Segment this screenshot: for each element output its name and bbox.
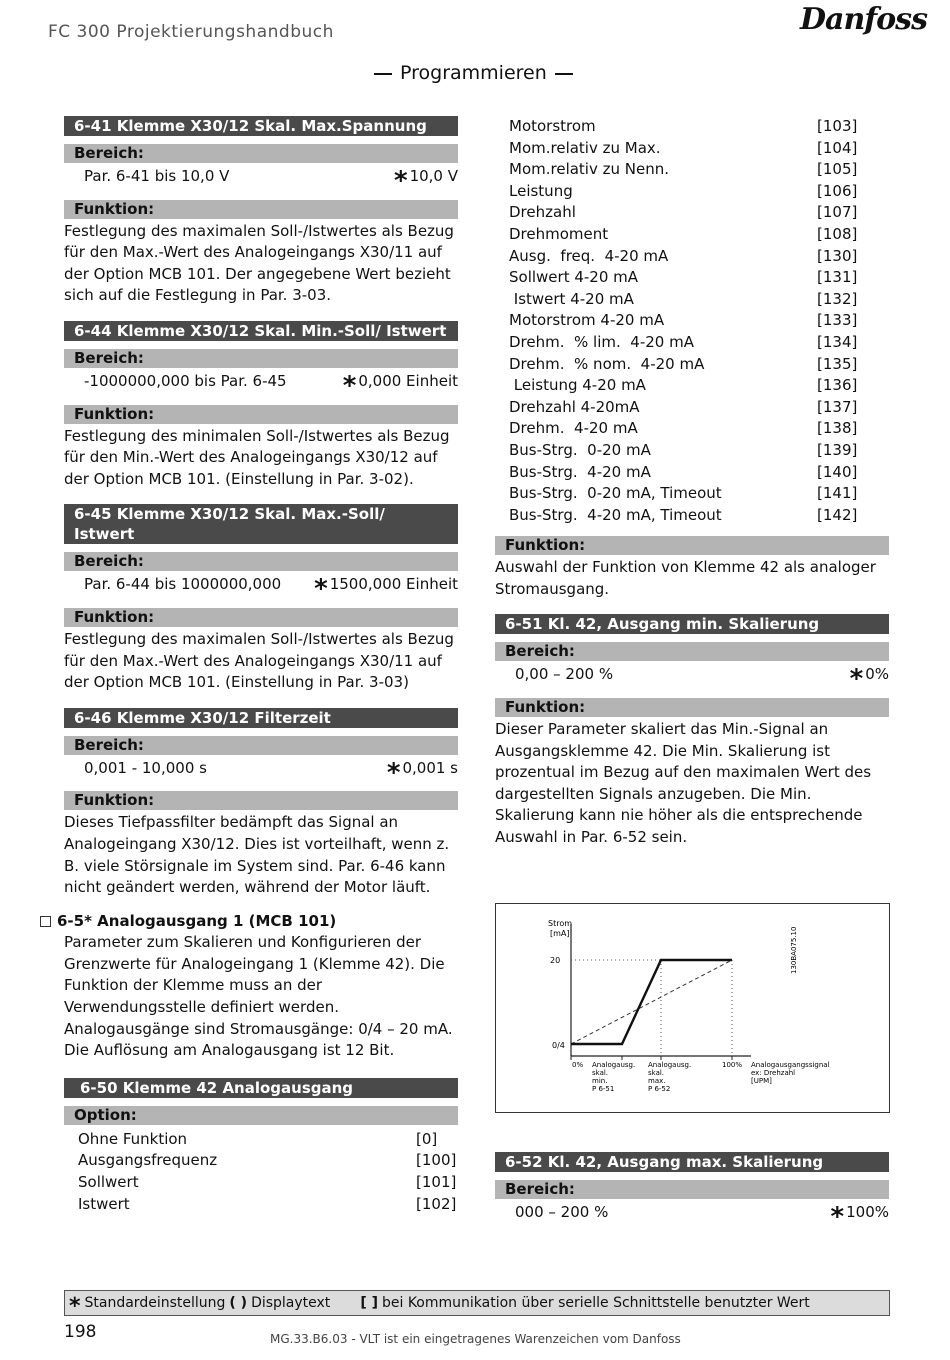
default-text: 100% <box>846 1203 889 1221</box>
default-star-icon: * <box>386 757 401 788</box>
option-code: [108] <box>817 224 858 243</box>
param-6-52-title: 6-52 Kl. 42, Ausgang max. Skalierung <box>495 1152 889 1172</box>
option-code: [104] <box>817 138 858 157</box>
option-label: Drehzahl 4-20mA <box>509 397 640 416</box>
option-label: Bus-Strg. 4-20 mA, Timeout <box>509 505 722 524</box>
group-description: Parameter zum Skalieren und Konfigurieren der Grenzwerte für Analogeingang 1 (Klemme 42). Die Funktion der Klemme muss an der Verwendungsstelle definiert werden. Analogausgänge sind Stromausgänge: 0/4 – 20 mA. Die Auflösung am Analogausgang ist 12 Bit. <box>64 933 453 1060</box>
default-value <box>849 663 889 695</box>
x-max-label-2: skal. <box>648 1069 665 1077</box>
function-label: Funktion: <box>495 698 889 717</box>
option-code: [137] <box>817 397 858 416</box>
option-code: [135] <box>817 354 858 373</box>
footer-text: MG.33.B6.03 - VLT ist ein eingetragenes Warenzeichen vom Danfoss <box>270 1332 681 1346</box>
default-value <box>314 573 458 605</box>
x-min-label-1: Analogausg. <box>592 1061 636 1069</box>
param-6-44-title: 6-44 Klemme X30/12 Skal. Min.-Soll/ Istwert <box>64 321 458 341</box>
option-label: Bus-Strg. 0-20 mA <box>509 440 651 459</box>
option-row <box>495 202 889 224</box>
option-row <box>495 440 889 462</box>
group-title: 6-5* Analogausgang 1 (MCB 101) <box>57 911 337 930</box>
default-star-icon: * <box>830 1202 845 1232</box>
legend-star-icon: * <box>69 1294 81 1319</box>
option-row <box>495 332 889 354</box>
default-text: 10,0 V <box>409 167 458 185</box>
default-star-icon: * <box>342 370 357 401</box>
option-row <box>495 224 889 246</box>
checkbox-square-icon <box>40 916 51 927</box>
option-row <box>495 310 889 332</box>
x-max-label-4: P 6-52 <box>648 1085 671 1093</box>
default-star-icon: * <box>849 664 864 695</box>
option-code: [141] <box>817 484 858 503</box>
default-value <box>393 165 458 196</box>
option-row <box>495 289 889 311</box>
param-6-51-title: 6-51 Kl. 42, Ausgang min. Skalierung <box>495 614 889 634</box>
option-code: [139] <box>817 440 858 459</box>
danfoss-logo: Danfoss <box>800 2 927 37</box>
default-star-icon: * <box>393 166 408 196</box>
y-high-label: 20 <box>550 956 561 965</box>
range-label: Bereich: <box>495 642 889 661</box>
legend-star-text: Standardeinstellung <box>84 1295 226 1311</box>
range-value: 0,001 - 10,000 s <box>84 758 207 777</box>
function-text: Festlegung des maximalen Soll-/Istwertes als Bezug für den Max.-Wert des Analogeingangs X30/11 auf der Option MCB 101. Der angegebene Wert bezieht sich auf die Festlegung in Par. 3-03. <box>64 221 454 305</box>
range-label: Bereich: <box>64 552 458 571</box>
function-label: Funktion: <box>64 200 458 219</box>
scaling-diagram-svg <box>496 904 889 1112</box>
option-label: Sollwert <box>78 1173 139 1192</box>
default-text: 1500,000 Einheit <box>329 575 458 594</box>
option-row <box>78 1129 458 1151</box>
param-6-41-title: 6-41 Klemme X30/12 Skal. Max.Spannung <box>64 116 458 136</box>
range-row <box>495 1201 889 1232</box>
option-label: Ausg. freq. 4-20 mA <box>509 246 669 265</box>
param-6-50-title: 6-50 Klemme 42 Analogausgang <box>64 1078 458 1098</box>
option-row <box>495 159 889 181</box>
option-label: Leistung <box>509 181 573 200</box>
option-code: [138] <box>817 419 858 438</box>
option-code: [134] <box>817 332 858 351</box>
option-label: Drehm. % nom. 4-20 mA <box>509 354 705 373</box>
x-100-label: 100% <box>722 1061 743 1069</box>
default-value <box>386 757 458 788</box>
function-text: Auswahl der Funktion von Klemme 42 als analoger Stromausgang. <box>495 558 876 598</box>
option-code: [0] <box>416 1129 438 1148</box>
option-row <box>78 1194 458 1216</box>
option-label: Bus-Strg. 0-20 mA, Timeout <box>509 484 722 503</box>
option-code: [107] <box>817 203 858 222</box>
option-code: [136] <box>817 376 858 395</box>
scaling-diagram <box>495 903 890 1113</box>
option-row <box>495 397 889 419</box>
range-label: Bereich: <box>64 349 458 368</box>
default-text: 0,000 Einheit <box>358 371 458 390</box>
section-title-text: Programmieren <box>400 62 547 84</box>
function-text: Festlegung des maximalen Soll-/Istwertes als Bezug für den Max.-Wert des Analogeingangs X30/11 auf der Option MCB 101. (Einstellung in Par. 3-03) <box>64 629 454 692</box>
range-row <box>64 573 458 605</box>
option-label: Istwert 4-20 mA <box>509 289 634 308</box>
option-row <box>495 116 889 138</box>
option-row <box>495 246 889 268</box>
range-row <box>64 370 458 401</box>
section-title <box>366 62 581 84</box>
default-text: 0% <box>865 665 889 684</box>
dash-left <box>374 73 392 75</box>
document-title: FC 300 Projektierungshandbuch <box>48 22 334 42</box>
option-row <box>495 181 889 203</box>
range-row <box>64 757 458 788</box>
legend-paren-symbol: ( ) <box>229 1295 248 1311</box>
y-label-2: [mA] <box>550 929 570 938</box>
param-6-45-title: 6-45 Klemme X30/12 Skal. Max.-Soll/ Istwert <box>64 504 458 544</box>
option-row <box>495 505 889 527</box>
option-code: [100] <box>416 1151 457 1170</box>
range-value: Par. 6-41 bis 10,0 V <box>84 167 230 185</box>
range-label: Bereich: <box>64 736 458 755</box>
linear-reference-line <box>571 960 732 1044</box>
option-code: [131] <box>817 268 858 287</box>
option-label: Drehm. 4-20 mA <box>509 419 638 438</box>
y-low-label: 0/4 <box>552 1041 565 1050</box>
dash-right <box>555 73 573 75</box>
option-row <box>495 354 889 376</box>
option-label: Sollwert 4-20 mA <box>509 268 639 287</box>
option-code: [140] <box>817 462 858 481</box>
option-code: [130] <box>817 246 858 265</box>
x-min-label-2: skal. <box>592 1069 609 1077</box>
function-text: Dieser Parameter skaliert das Min.-Signal an Ausgangsklemme 42. Die Min. Skalierung ist prozentual im Bezug auf den maximalen Wert des dargestellten Signals anzugeben. Die Min. Skalierung kann nie höher als die entsprechende Auswahl in Par. 6-52 sein. <box>495 720 872 847</box>
legend-bracket-text: bei Kommunikation über serielle Schnittstelle benutzter Wert <box>381 1295 810 1311</box>
right-column <box>495 116 889 849</box>
legend-paren-text: Displaytext <box>251 1295 331 1311</box>
range-value: -1000000,000 bis Par. 6-45 <box>84 371 287 390</box>
option-label: Drehm. % lim. 4-20 mA <box>509 332 694 351</box>
function-label: Funktion: <box>495 536 889 555</box>
default-text: 0,001 s <box>402 758 458 777</box>
x-signal-label-3: [UPM] <box>751 1077 772 1085</box>
range-value: 000 – 200 % <box>515 1203 609 1221</box>
default-star-icon: * <box>314 574 328 605</box>
option-row <box>495 418 889 440</box>
x-min-label-3: min. <box>592 1077 608 1085</box>
option-code: [106] <box>817 181 858 200</box>
function-label: Funktion: <box>64 405 458 424</box>
option-row <box>495 138 889 160</box>
range-row <box>495 663 889 695</box>
range-row <box>64 165 458 196</box>
function-text: Festlegung des minimalen Soll-/Istwertes als Bezug für den Min.-Wert des Analogeingangs X30/12 auf der Option MCB 101. (Einstellung in Par. 3-02). <box>64 426 450 488</box>
diagram-code: 130BA075.10 <box>790 926 798 974</box>
option-label: Option: <box>64 1106 458 1125</box>
group-6-5-heading <box>57 911 458 933</box>
option-row <box>495 375 889 397</box>
option-list <box>64 1129 458 1215</box>
option-list-continued <box>495 116 889 526</box>
option-label: Motorstrom <box>509 117 596 135</box>
option-row <box>78 1172 458 1194</box>
range-label: Bereich: <box>64 144 458 163</box>
range-value: Par. 6-44 bis 1000000,000 <box>84 575 282 594</box>
param-6-46-title: 6-46 Klemme X30/12 Filterzeit <box>64 708 458 728</box>
function-text: Dieses Tiefpassfilter bedämpft das Signal an Analogeingang X30/12. Dies ist vorteilhaft, wenn z. B. viele Störsignale im System sind. Par. 6-46 kann nicht geändert werden, während der Motor läuft. <box>64 813 450 897</box>
x-signal-label-2: ex: Drehzahl <box>751 1069 796 1077</box>
option-label: Ausgangsfrequenz <box>78 1151 218 1170</box>
option-label: Leistung 4-20 mA <box>509 376 646 395</box>
param-6-52-block <box>495 1152 889 1232</box>
legend-bracket-symbol: [ ] <box>360 1295 378 1311</box>
default-value <box>342 370 458 401</box>
option-row <box>495 267 889 289</box>
option-code: [132] <box>817 289 858 308</box>
range-label: Bereich: <box>495 1180 889 1199</box>
function-label: Funktion: <box>64 791 458 810</box>
option-label: Ohne Funktion <box>78 1129 188 1148</box>
option-row <box>78 1150 458 1172</box>
option-code: [142] <box>817 505 858 524</box>
y-label-1: Strom <box>548 919 573 928</box>
option-code: [133] <box>817 311 858 330</box>
x-min-label-4: P 6-51 <box>592 1085 615 1093</box>
x-max-label-3: max. <box>648 1077 666 1085</box>
left-column <box>57 116 458 1215</box>
option-label: Motorstrom 4-20 mA <box>509 311 665 330</box>
option-label: Istwert <box>78 1194 130 1213</box>
option-code: [101] <box>416 1173 457 1192</box>
option-label: Mom.relativ zu Max. <box>509 138 661 157</box>
option-label: Drehmoment <box>509 224 609 243</box>
legend-bar <box>64 1290 890 1319</box>
function-label: Funktion: <box>64 608 458 627</box>
option-label: Drehzahl <box>509 203 576 222</box>
option-code: [102] <box>416 1194 457 1213</box>
x-max-label-1: Analogausg. <box>648 1061 692 1069</box>
page-number: 198 <box>64 1322 97 1342</box>
option-label: Bus-Strg. 4-20 mA <box>509 462 651 481</box>
x-signal-label-1: Analogausgangssignal <box>751 1061 830 1069</box>
default-value <box>830 1201 890 1232</box>
option-row <box>495 462 889 484</box>
option-code: [105] <box>817 160 858 179</box>
option-label: Mom.relativ zu Nenn. <box>509 160 669 179</box>
x-zero-label: 0% <box>572 1061 584 1069</box>
option-code: [103] <box>817 117 858 135</box>
option-row <box>495 483 889 505</box>
range-value: 0,00 – 200 % <box>515 665 614 684</box>
